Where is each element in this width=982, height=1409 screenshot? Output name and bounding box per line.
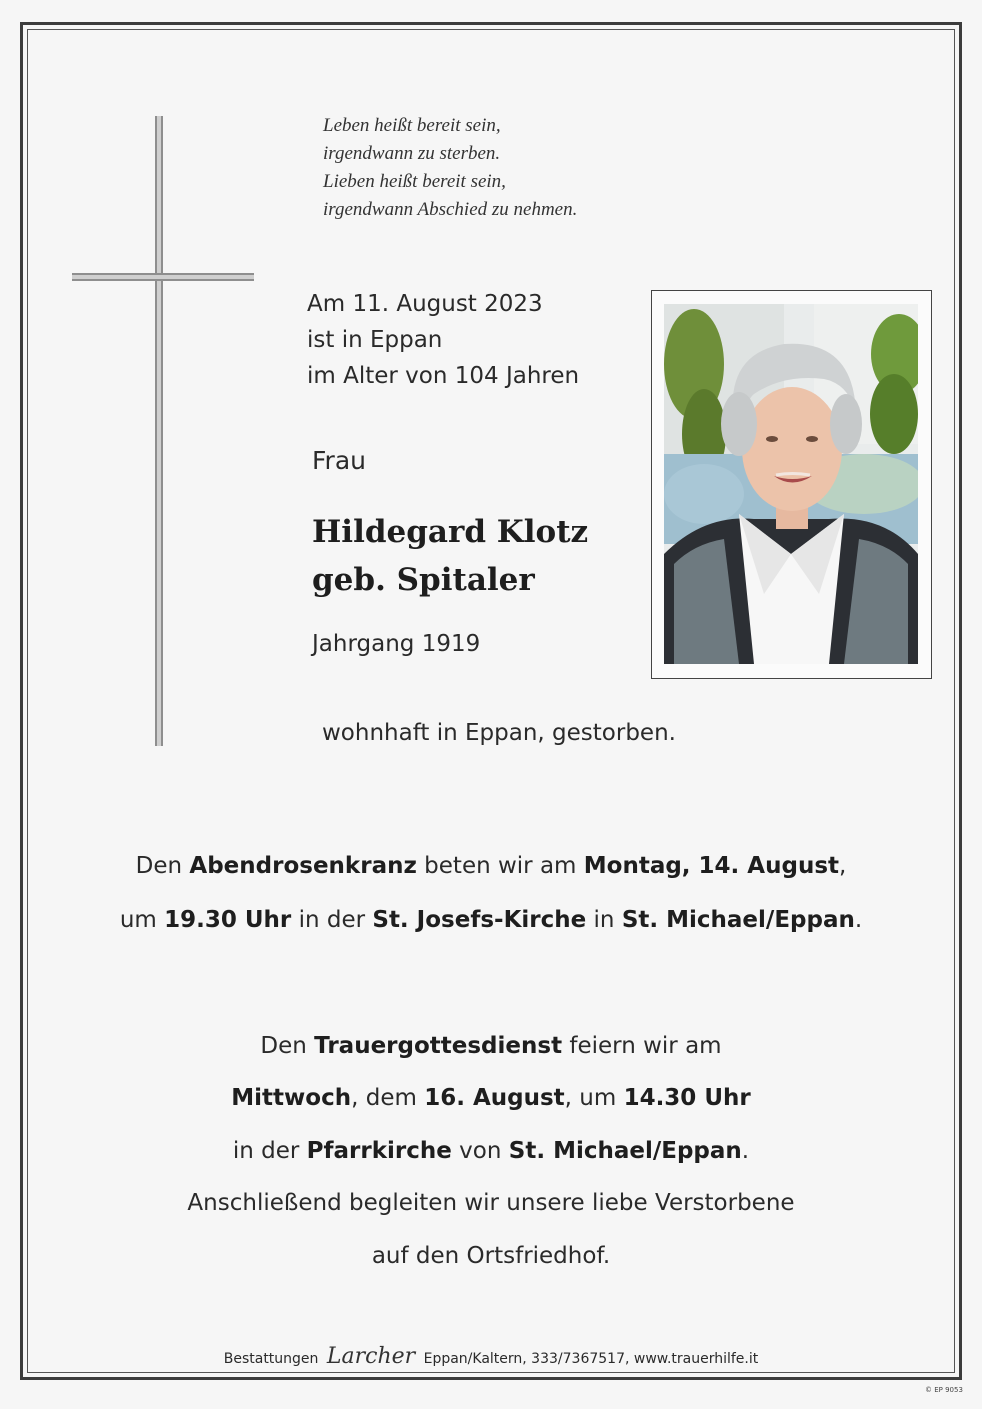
footer (40, 1344, 942, 1369)
poem-line: Leben heißt bereit sein, (323, 115, 501, 136)
rosary-place: St. Michael/Eppan (621, 907, 855, 933)
footer-prefix: Bestattungen (223, 1351, 319, 1367)
death-date: Am 11. August 2023 (307, 291, 543, 317)
rosary-event: Abendrosenkranz (189, 853, 417, 879)
rosary-line-1: Den Abendrosenkranz beten wir am Montag, 14. August, (135, 853, 847, 879)
death-age: im Alter von 104 Jahren (307, 363, 580, 389)
deceased-name: Hildegard Klotz (312, 514, 589, 550)
funeral-event: Trauergottesdienst (314, 1033, 563, 1059)
inner-border (27, 29, 955, 1373)
residence-text: wohnhaft in Eppan, gestorben. (322, 720, 676, 746)
larcher-logo: Larcher (326, 1344, 416, 1369)
document-code: © EP 9053 (925, 1386, 963, 1394)
poem (323, 112, 577, 224)
funeral-weekday: Mittwoch (231, 1085, 352, 1111)
deceased-name-block (312, 508, 588, 604)
funeral-line-5: auf den Ortsfriedhof. (371, 1243, 611, 1269)
poem-line: Lieben heißt bereit sein, (323, 171, 506, 192)
funeral-line-4: Anschließend begleiten wir unsere liebe Verstorbene (187, 1190, 795, 1216)
cross-horizontal-bar (72, 273, 254, 281)
funeral-line-1: Den Trauergottesdienst feiern wir am (260, 1033, 722, 1059)
poem-line: irgendwann Abschied zu nehmen. (323, 199, 578, 220)
rosary-church: St. Josefs-Kirche (372, 907, 587, 933)
rosary-time: 19.30 Uhr (164, 907, 292, 933)
death-announcement (307, 286, 579, 394)
rosary-date: Montag, 14. August (583, 853, 840, 879)
funeral-line-3: in der Pfarrkirche von St. Michael/Eppan. (232, 1138, 750, 1164)
funeral-place: St. Michael/Eppan (508, 1138, 742, 1164)
birth-year: Jahrgang 1919 (312, 631, 481, 657)
funeral-date: 16. August (424, 1085, 565, 1111)
footer-details: Eppan/Kaltern, 333/7367517, www.trauerhilfe.it (423, 1351, 759, 1367)
death-place: ist in Eppan (307, 327, 443, 353)
deceased-birth-name: geb. Spitaler (312, 562, 535, 598)
rosary-line-2: um 19.30 Uhr in der St. Josefs-Kirche in St. Michael/Eppan. (119, 907, 863, 933)
funeral-line-2: Mittwoch, dem 16. August, um 14.30 Uhr (231, 1085, 751, 1111)
funeral-time: 14.30 Uhr (623, 1085, 751, 1111)
funeral-church: Pfarrkirche (306, 1138, 452, 1164)
poem-line: irgendwann zu sterben. (323, 143, 501, 164)
portrait-photo (664, 304, 918, 664)
salutation: Frau (312, 446, 367, 475)
cross-vertical-bar (155, 116, 163, 746)
